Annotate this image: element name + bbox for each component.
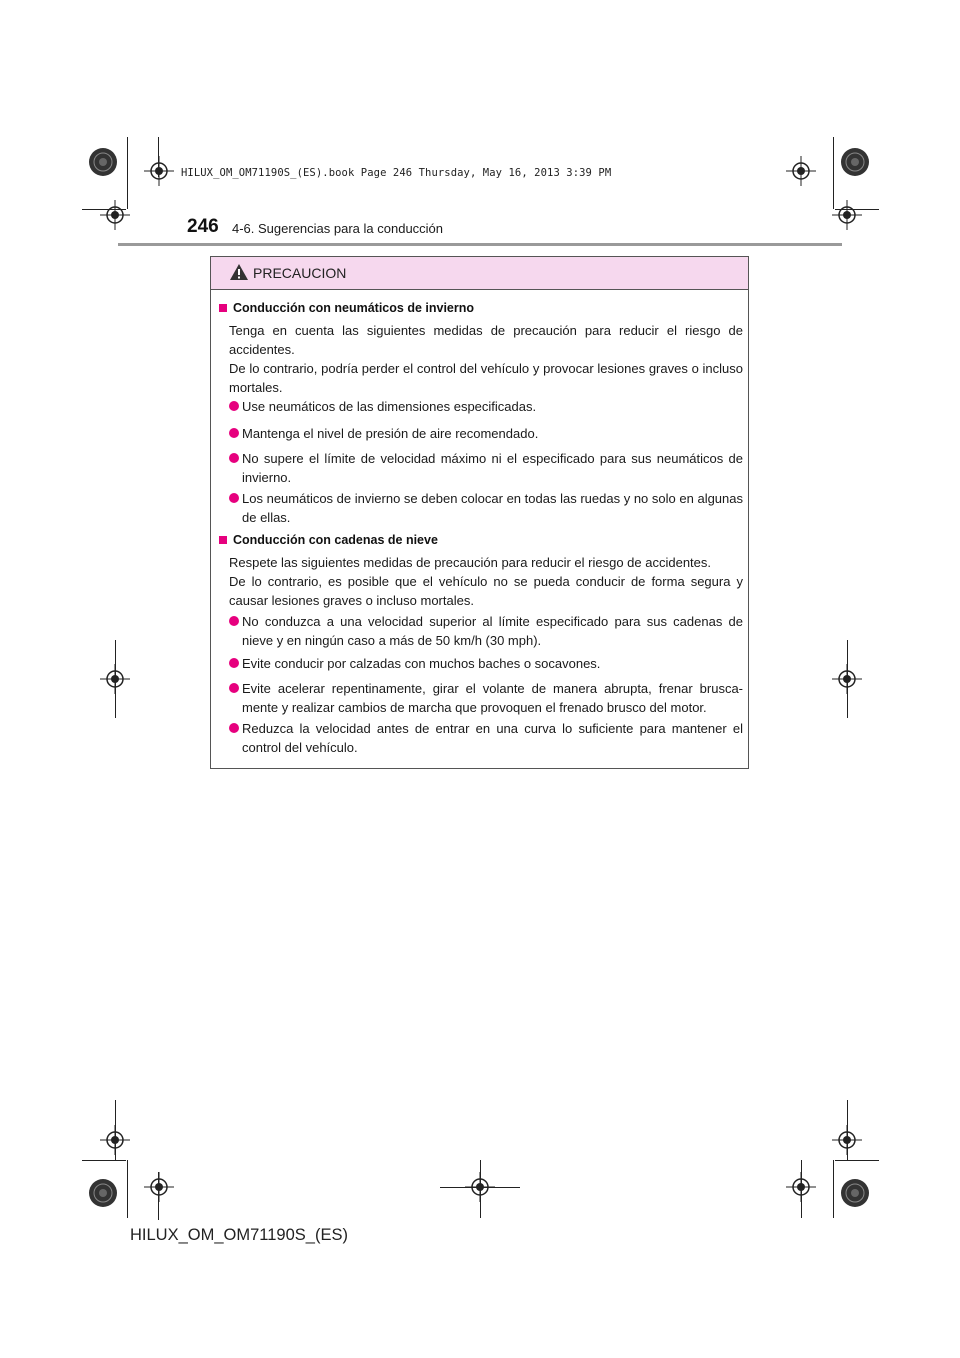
bullet-item: [229, 397, 743, 416]
registration-crosshair-icon: [100, 1125, 130, 1155]
bullet-text: Los neumáticos de invierno se deben colocar en todas las ruedas y no solo en algunas de ellas.: [242, 491, 743, 525]
crop-line: [127, 1160, 128, 1218]
registration-crosshair-icon: [100, 200, 130, 230]
registration-rosette-icon: [88, 147, 118, 177]
registration-crosshair-icon: [832, 1125, 862, 1155]
round-bullet-icon: [229, 683, 239, 693]
round-bullet-icon: [229, 453, 239, 463]
warning-triangle-icon: [229, 263, 249, 286]
crop-line: [847, 640, 848, 718]
warning-item-intro: [229, 321, 743, 397]
heading-text: Conducción con cadenas de nieve: [233, 533, 438, 547]
warning-item-intro: [229, 553, 743, 610]
intro-text: Respete las siguientes medidas de precaución para reducir el riesgo de accidentes. De lo contrario, es posible que el vehículo no se pueda conducir de forma segura y causar lesiones graves o incluso mortales.: [229, 555, 743, 608]
section-title: 4-6. Sugerencias para la conducción: [232, 221, 444, 236]
bullet-text: No conduzca a una velocidad superior al límite especificado para sus cadenas de nieve y en ningún caso a más de 50 km/h (30 mph).: [242, 614, 743, 648]
bullet-item: [229, 612, 743, 650]
page-number: 246: [187, 216, 219, 237]
bullet-text: No supere el límite de velocidad máximo ni el especificado para sus neumáticos de invierno.: [242, 451, 743, 485]
registration-rosette-icon: [88, 1178, 118, 1208]
crop-line: [82, 1160, 126, 1161]
warning-header: [211, 257, 748, 290]
bullet-item: [229, 679, 743, 717]
registration-rosette-icon: [840, 1178, 870, 1208]
warning-title: PRECAUCION: [253, 265, 347, 281]
round-bullet-icon: [229, 493, 239, 503]
bullet-text: Reduzca la velocidad antes de entrar en una curva lo suficiente para mantener el control del vehículo.: [242, 721, 743, 755]
crop-line: [127, 137, 128, 209]
square-bullet-icon: [219, 304, 227, 312]
registration-crosshair-icon: [144, 1172, 174, 1202]
bullet-text: Use neumáticos de las dimensiones especificadas.: [242, 399, 537, 414]
registration-crosshair-icon: [144, 156, 174, 186]
round-bullet-icon: [229, 401, 239, 411]
warning-item-heading: [219, 301, 474, 315]
warning-box: [210, 256, 749, 769]
crop-line: [158, 1172, 159, 1220]
registration-crosshair-icon: [832, 200, 862, 230]
bullet-item: [229, 449, 743, 487]
registration-rosette-icon: [840, 147, 870, 177]
bullet-item: [229, 719, 743, 757]
bullet-item: [229, 654, 743, 673]
bullet-item: [229, 424, 743, 443]
crop-line: [480, 1160, 481, 1218]
crop-line: [115, 640, 116, 718]
heading-text: Conducción con neumáticos de invierno: [233, 301, 475, 315]
footer-manual-code: HILUX_OM_OM71190S_(ES): [130, 1226, 348, 1244]
crop-line: [835, 1160, 879, 1161]
warning-item-heading: [219, 533, 438, 547]
bullet-text: Evite acelerar repentinamente, girar el volante de manera abrupta, frenar brusca-mente y realizar cambios de marcha que provoquen el frenado brusco del motor.: [242, 681, 743, 715]
crop-line: [833, 137, 834, 209]
print-stamp: HILUX_OM_OM71190S_(ES).book Page 246 Thursday, May 16, 2013 3:39 PM: [181, 167, 612, 179]
round-bullet-icon: [229, 616, 239, 626]
intro-text: Tenga en cuenta las siguientes medidas de precaución para reducir el riesgo de accidentes. De lo contrario, podría perder el control del vehículo y provocar lesiones graves o incluso mortales.: [229, 323, 743, 395]
crop-line: [801, 1160, 802, 1218]
crop-line: [833, 1160, 834, 1218]
crop-line: [158, 137, 159, 177]
registration-crosshair-icon: [786, 156, 816, 186]
header-rule: [118, 243, 842, 246]
round-bullet-icon: [229, 658, 239, 668]
bullet-item: [229, 489, 743, 527]
round-bullet-icon: [229, 723, 239, 733]
square-bullet-icon: [219, 536, 227, 544]
bullet-text: Evite conducir por calzadas con muchos baches o socavones.: [242, 656, 601, 671]
round-bullet-icon: [229, 428, 239, 438]
bullet-text: Mantenga el nivel de presión de aire recomendado.: [242, 426, 539, 441]
